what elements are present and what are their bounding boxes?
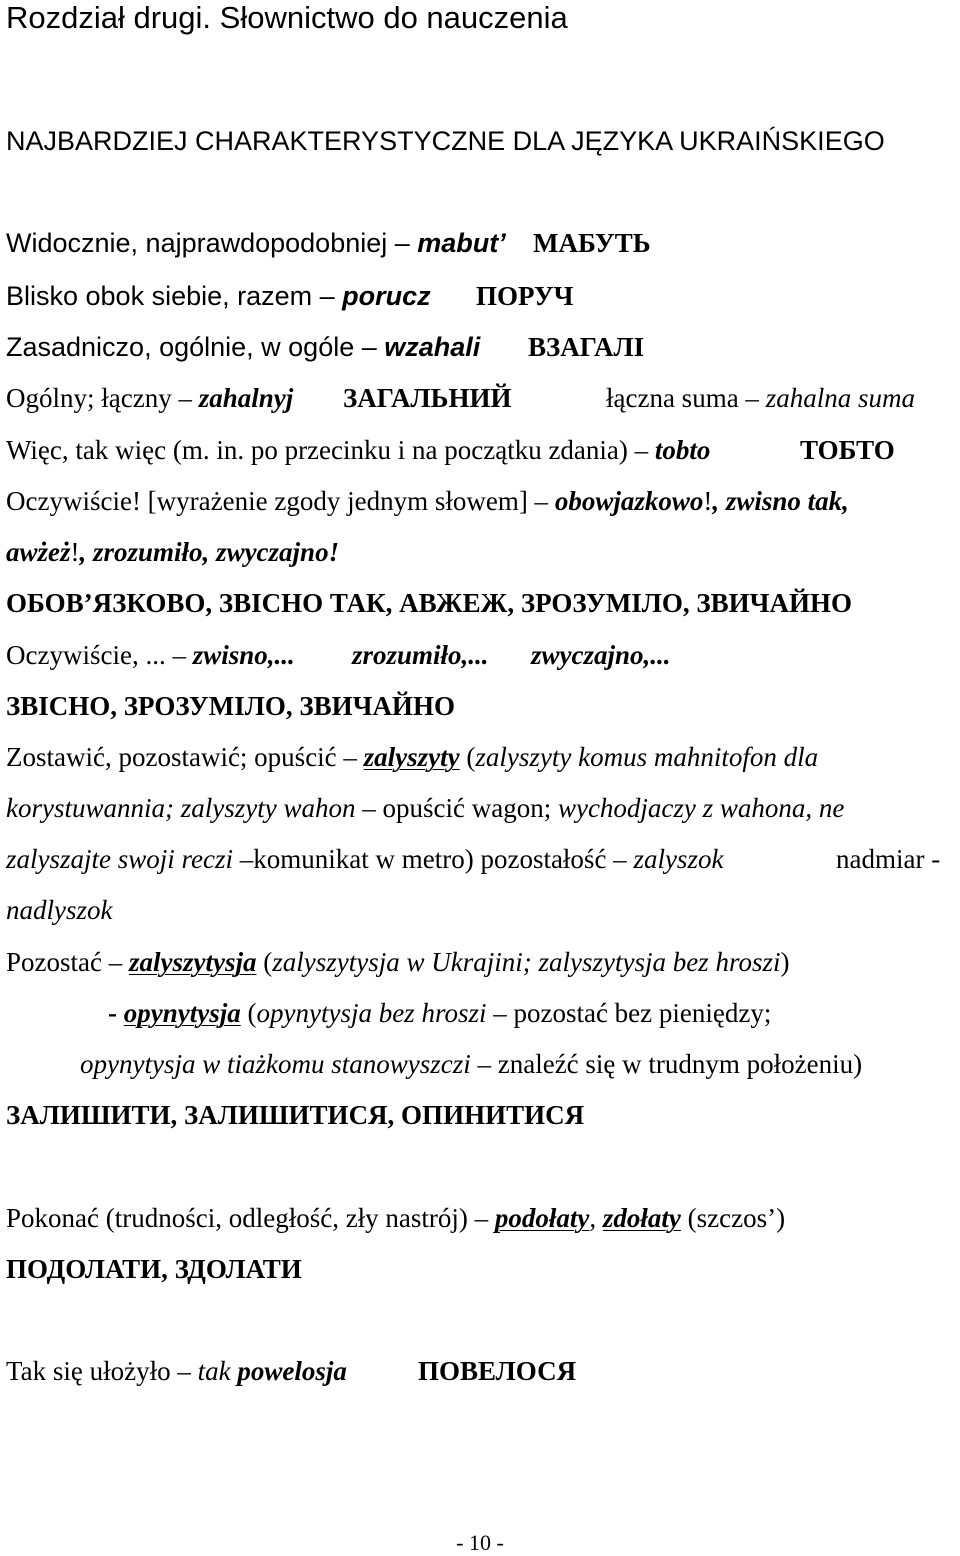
ukrainian-words: ЗВІСНО, ЗРОЗУМІЛО, ЗВИЧАЙНО	[6, 691, 455, 721]
vocab-entry-awzez	[6, 539, 339, 566]
polish-definition: Więc, tak więc (m. in. po przecinku i na początku zdania) –	[6, 435, 655, 465]
transliteration: tak	[197, 1356, 231, 1386]
example: zalyszajte swoji reczi	[6, 844, 233, 874]
vocab-entry-zalyszytysja	[6, 949, 789, 976]
separator: ,	[589, 1203, 603, 1233]
polish-definition: Tak się ułożyło –	[6, 1356, 198, 1386]
paren-open: (	[256, 947, 273, 977]
section-heading: NAJBARDZIEJ CHARAKTERYSTYCZNE DLA JĘZYKA UKRAIŃSKIEGO	[6, 126, 885, 156]
ukrainian-words: ЗАЛИШИТИ, ЗАЛИШИТИСЯ, ОПИНИТИСЯ	[6, 1100, 585, 1130]
dash: -	[108, 998, 124, 1028]
example-line	[6, 795, 844, 822]
polish-definition: Widocznie, najprawdopodobniej –	[6, 228, 418, 258]
polish-definition: Pozostać –	[6, 947, 129, 977]
vocab-entry-podolaty	[6, 1205, 785, 1232]
vocab-entry-opynytysja	[108, 1000, 771, 1027]
transliteration: zwyczajno,...	[531, 640, 671, 670]
ukrainian-word: МАБУТЬ	[533, 228, 651, 258]
exclamation: !	[703, 486, 713, 516]
polish-definition: Ogólny; łączny –	[6, 383, 199, 413]
transliteration: zalyszyty	[363, 742, 460, 772]
page-title: Rozdział drugi. Słownictwo do nauczenia	[6, 0, 568, 35]
paren-close: )	[780, 947, 790, 977]
example: opynytysja w tiażkomu stanowyszczi	[80, 1049, 471, 1079]
paren-open: (	[240, 998, 257, 1028]
ukrainian-word: ТОБТО	[800, 435, 895, 465]
polish-definition: Pokonać (trudności, odległość, zły nastrój) –	[6, 1203, 495, 1233]
paren-open: (	[459, 742, 476, 772]
example: wychodjaczy z wahona, ne	[557, 793, 845, 823]
transliteration: awżeż	[6, 537, 71, 567]
vocab-entry-tobto	[6, 437, 710, 464]
vocab-entry-wzahali	[6, 334, 480, 361]
transliteration: opynytysja	[123, 998, 241, 1028]
transliteration: zdołaty	[602, 1203, 681, 1233]
polish-definition: Zostawić, pozostawić; opuścić –	[6, 742, 364, 772]
example-line	[6, 846, 723, 873]
transliteration: zrozumiło,...	[352, 640, 489, 670]
translation: – znaleźć się w trudnym położeniu)	[470, 1049, 863, 1079]
vocab-entry-powelosja	[6, 1358, 347, 1385]
transliteration-continued: , zwisno tak,	[712, 486, 849, 516]
translation: –komunikat w metro) pozostałość –	[233, 844, 634, 874]
transliteration: tobto	[654, 435, 711, 465]
polish-definition: łączna suma –	[606, 383, 766, 413]
transliteration: zalyszok	[633, 844, 724, 874]
transliteration: zwisno,...	[192, 640, 295, 670]
ukrainian-words: ПОДОЛАТИ, ЗДОЛАТИ	[6, 1254, 302, 1284]
example-line	[80, 1051, 862, 1078]
transliteration: wzahali	[384, 332, 481, 362]
vocab-entry-porucz	[6, 283, 431, 310]
vocab-entry-mabut	[6, 230, 506, 257]
example: zalyszytysja w Ukrajini; zalyszytysja bez hroszi	[272, 947, 781, 977]
example: opynytysja bez hroszi	[256, 998, 487, 1028]
polish-definition: Blisko obok siebie, razem –	[6, 281, 343, 311]
transliteration: zahalnyj	[198, 383, 294, 413]
vocab-entry-zahalnyj	[6, 385, 293, 412]
page-number: - 10 -	[456, 1530, 504, 1555]
transliteration: porucz	[342, 281, 431, 311]
vocab-entry-obowjazkowo	[6, 488, 849, 515]
transliteration-continued: , zrozumiło, zwyczajno!	[79, 537, 340, 567]
polish-definition: Oczywiście! [wyrażenie zgody jednym słowem] –	[6, 486, 555, 516]
polish-definition: Oczywiście, ... –	[6, 640, 193, 670]
transliteration: zalyszytysja	[128, 947, 257, 977]
vocab-entry-zahalna-suma	[606, 385, 915, 412]
ukrainian-word: ВЗАГАЛІ	[528, 332, 645, 362]
ukrainian-words: ОБОВ’ЯЗКОВО, ЗВІСНО ТАК, АВЖЕЖ, ЗРОЗУМІЛО, ЗВИЧАЙНО	[6, 588, 853, 618]
polish-definition: Zasadniczo, ogólnie, w ogóle –	[6, 332, 385, 362]
exclamation: !	[70, 537, 80, 567]
polish-definition: nadmiar -	[836, 844, 941, 874]
transliteration: obowjazkowo	[554, 486, 704, 516]
translation: – opuścić wagon;	[355, 793, 558, 823]
transliteration: podołaty	[494, 1203, 590, 1233]
note: (szczos’)	[680, 1203, 786, 1233]
vocab-entry-zwisno	[6, 642, 295, 669]
example: korystuwannia; zalyszyty wahon	[6, 793, 356, 823]
ukrainian-word: ПОРУЧ	[476, 281, 574, 311]
ukrainian-word: ПОВЕЛОСЯ	[418, 1356, 577, 1386]
transliteration: powelosja	[237, 1356, 347, 1386]
translation: – pozostać bez pieniędzy;	[486, 998, 772, 1028]
transliteration: nadlyszok	[6, 895, 113, 925]
example: zalyszyty komus mahnitofon dla	[475, 742, 819, 772]
ukrainian-word: ЗАГАЛЬНИЙ	[343, 383, 512, 413]
vocab-entry-zalyszyty	[6, 744, 818, 771]
transliteration: mabut’	[417, 228, 506, 258]
transliteration: zahalna suma	[765, 383, 915, 413]
